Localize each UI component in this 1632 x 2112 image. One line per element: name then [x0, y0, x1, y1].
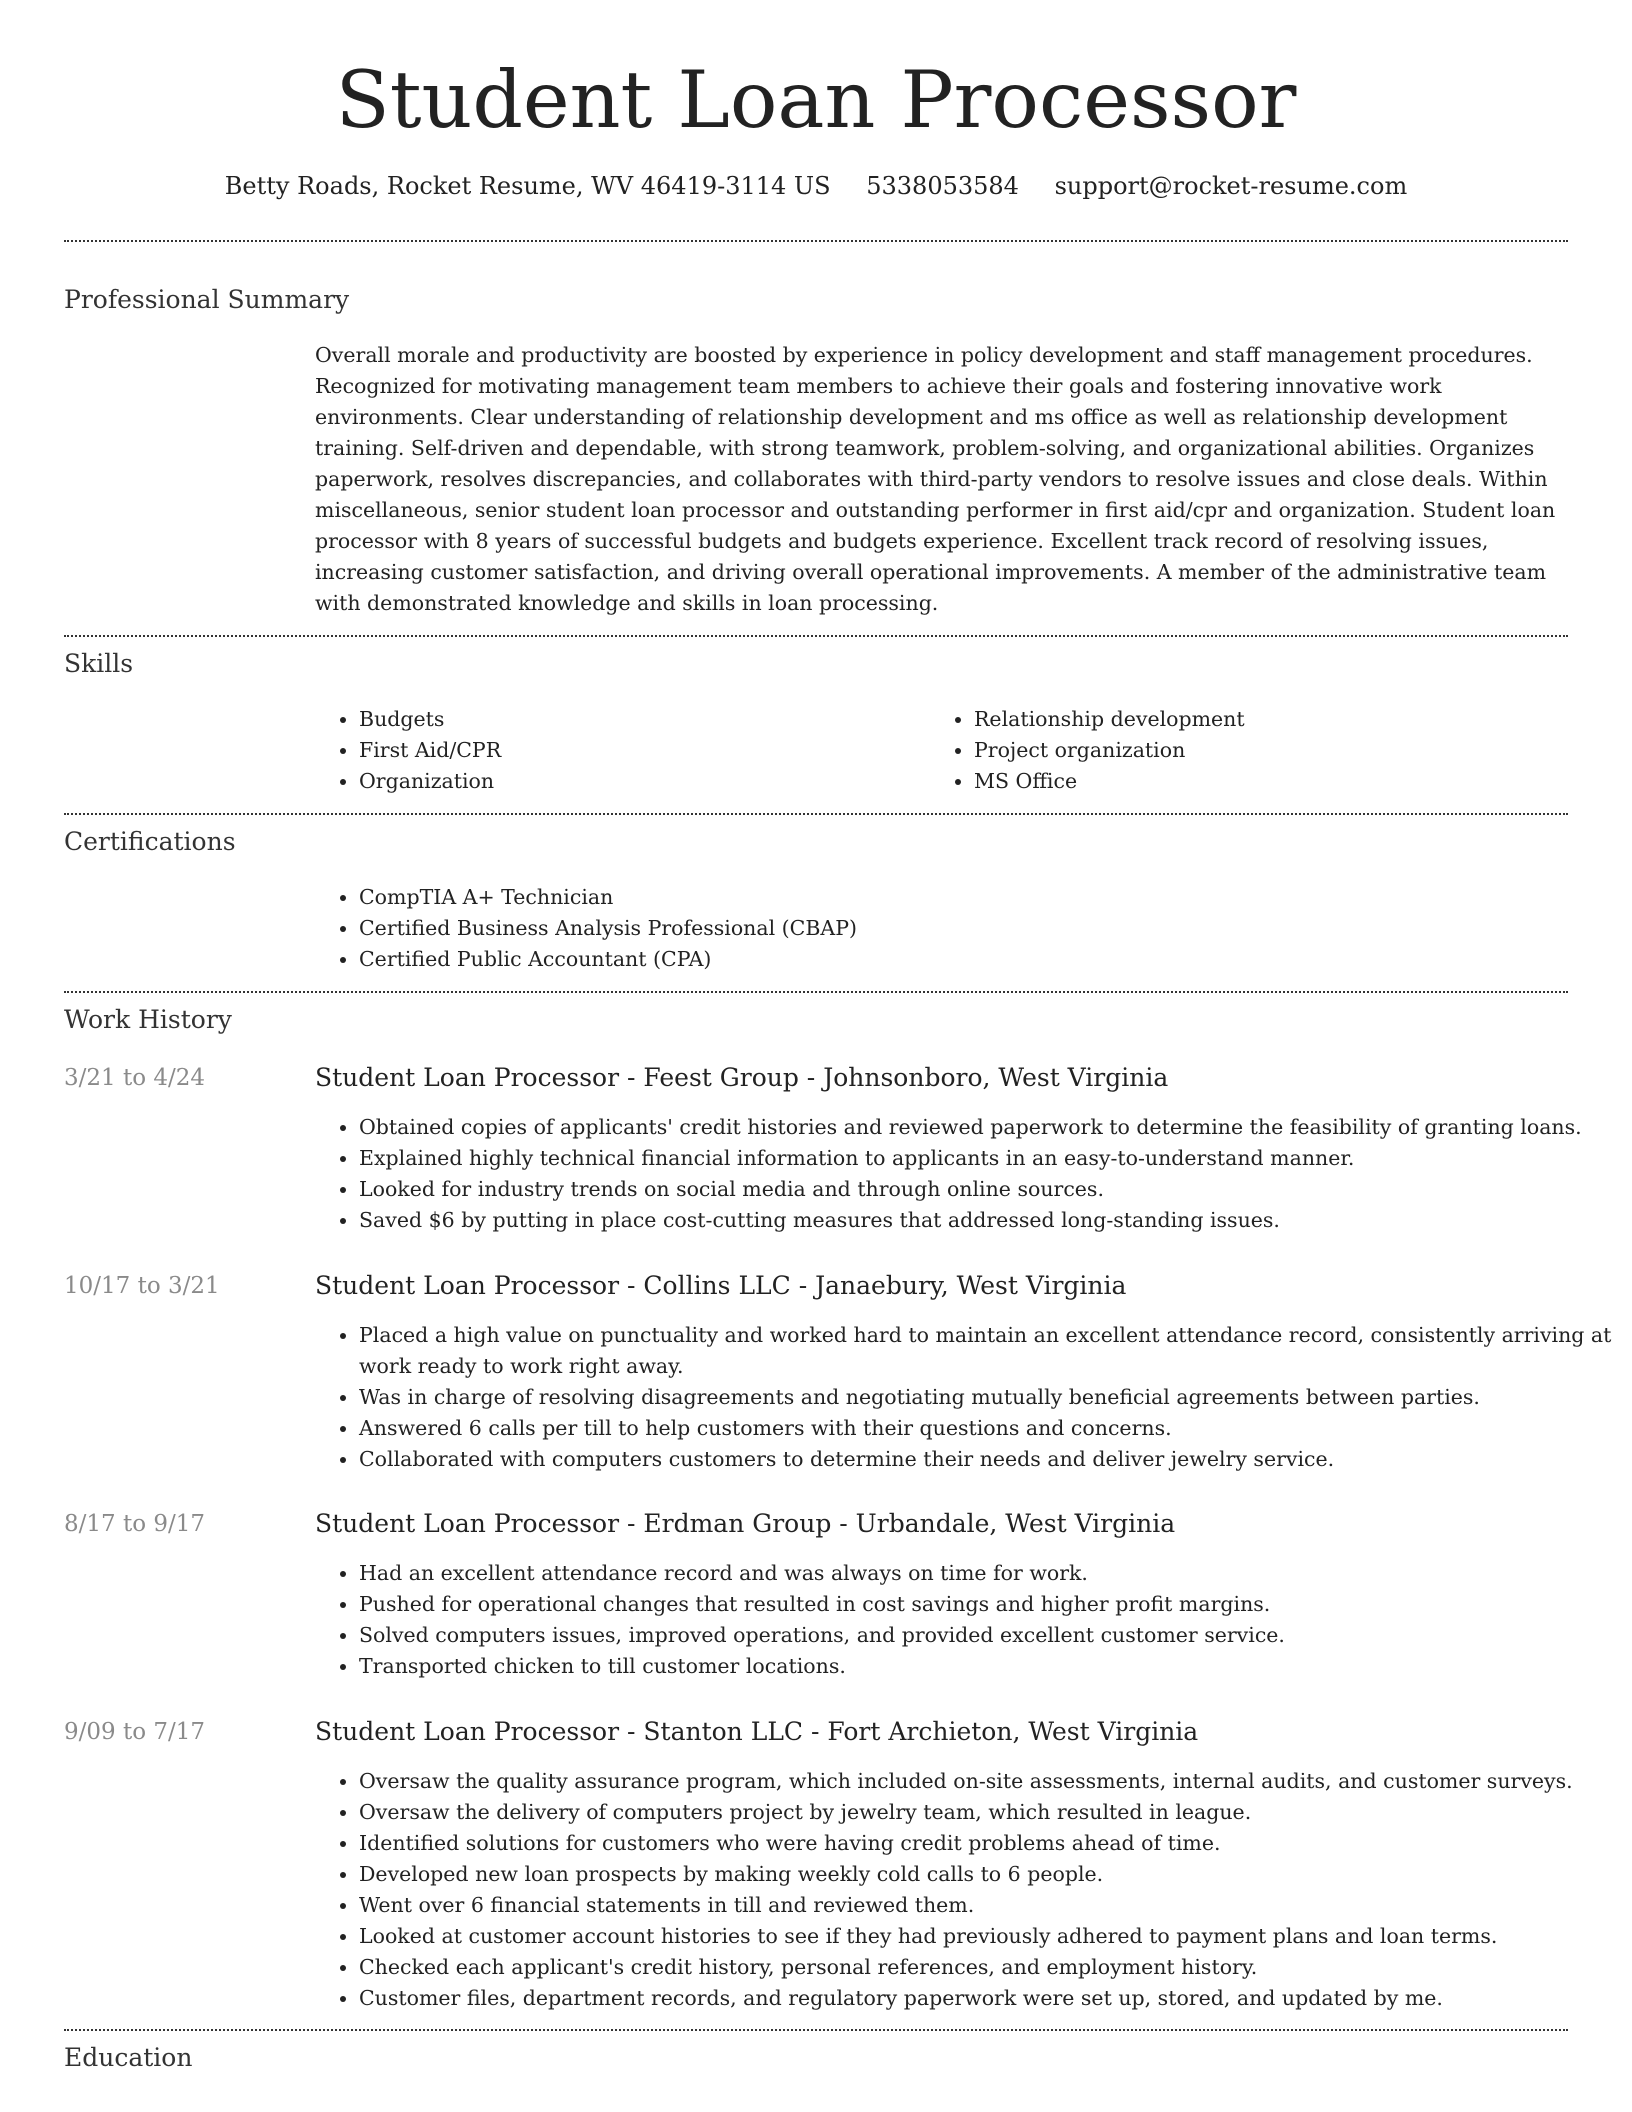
list-item: • Obtained copies of applicants' credit histories and reviewed paperwork to determine the feasibility of granting loans.: [359, 1112, 1612, 1143]
job-bullets: [315, 1766, 1612, 2014]
job-bullets: [315, 1112, 1612, 1236]
section-heading-summary: Professional Summary: [64, 285, 350, 314]
summary-text: Overall morale and productivity are boosted by experience in policy development and staff management procedures. Recognized for motivating management team members to achieve their goals and fostering innovative work environments. Clear understanding of relationship development and ms office as well as relationship development training. Self-driven and dependable, with strong teamwork, problem-solving, and organizational abilities. Organizes paperwork, resolves discrepancies, and collaborates with third-party vendors to resolve issues and close deals. Within miscellaneous, senior student loan processor and outstanding performer in first aid/cpr and organization. Student loan processor with 8 years of successful budgets and budgets experience. Excellent track record of resolving issues, increasing customer satisfaction, and driving overall operational improvements. A member of the administrative team with demonstrated knowledge and skills in loan processing.: [315, 343, 1556, 615]
job-title: Student Loan Processor - Feest Group - Johnsonboro, West Virginia: [315, 1063, 1169, 1092]
job-title: Student Loan Processor - Stanton LLC - Fort Archieton, West Virginia: [315, 1717, 1199, 1746]
list-item: • MS Office: [974, 766, 1574, 797]
job-bullets: [315, 1558, 1612, 1682]
address-text: Betty Roads, Rocket Resume, WV 46419-3114 US: [224, 172, 831, 200]
list-item: • Explained highly technical financial information to applicants in an easy-to-understand manner.: [359, 1143, 1612, 1174]
list-item: • Looked at customer account histories to see if they had previously adhered to payment plans and loan terms.: [359, 1921, 1612, 1952]
section-heading-work-history: Work History: [64, 1005, 232, 1034]
list-item: • Solved computers issues, improved operations, and provided excellent customer service.: [359, 1620, 1612, 1651]
list-item: • Placed a high value on punctuality and worked hard to maintain an excellent attendance record, consistently arriving at work ready to work right away.: [359, 1320, 1612, 1382]
divider: [64, 635, 1568, 637]
list-item: • Checked each applicant's credit history, personal references, and employment history.: [359, 1952, 1612, 1983]
list-item: • Project organization: [974, 735, 1574, 766]
list-item: • Oversaw the delivery of computers project by jewelry team, which resulted in league.: [359, 1797, 1612, 1828]
divider: [64, 240, 1568, 242]
list-item: • Was in charge of resolving disagreements and negotiating mutually beneficial agreements between parties.: [359, 1382, 1612, 1413]
page-title: Student Loan Processor: [335, 54, 1297, 146]
list-item: • Organization: [359, 766, 919, 797]
list-item: • Oversaw the quality assurance program, which included on-site assessments, internal audits, and customer surveys.: [359, 1766, 1612, 1797]
job-dates: 9/09 to 7/17: [64, 1719, 206, 1745]
email-link[interactable]: support@rocket-resume.com: [1054, 172, 1408, 200]
divider: [64, 991, 1568, 993]
list-item: • First Aid/CPR: [359, 735, 919, 766]
list-item: • Had an excellent attendance record and was always on time for work.: [359, 1558, 1612, 1589]
phone-text: 5338053584: [866, 172, 1019, 200]
list-item: • Saved $6 by putting in place cost-cutting measures that addressed long-standing issues.: [359, 1205, 1612, 1236]
divider: [64, 2029, 1568, 2031]
list-item: • Certified Business Analysis Professional (CBAP): [359, 913, 1612, 944]
skills-list-right: [930, 704, 1574, 797]
list-item: • Developed new loan prospects by making weekly cold calls to 6 people.: [359, 1859, 1612, 1890]
list-item: • Looked for industry trends on social media and through online sources.: [359, 1174, 1612, 1205]
list-item: • CompTIA A+ Technician: [359, 882, 1612, 913]
list-item: • Transported chicken to till customer locations.: [359, 1651, 1612, 1682]
list-item: • Pushed for operational changes that resulted in cost savings and higher profit margins.: [359, 1589, 1612, 1620]
divider: [64, 813, 1568, 815]
list-item: • Relationship development: [974, 704, 1574, 735]
section-heading-certifications: Certifications: [64, 827, 236, 856]
skills-list-left: [315, 704, 919, 797]
job-dates: 3/21 to 4/24: [64, 1065, 206, 1091]
list-item: • Certified Public Accountant (CPA): [359, 944, 1612, 975]
job-dates: 8/17 to 9/17: [64, 1511, 206, 1537]
section-heading-skills: Skills: [64, 649, 134, 678]
job-bullets: [315, 1320, 1612, 1475]
section-heading-education: Education: [64, 2043, 193, 2072]
list-item: • Went over 6 financial statements in till and reviewed them.: [359, 1890, 1612, 1921]
list-item: • Answered 6 calls per till to help customers with their questions and concerns.: [359, 1413, 1612, 1444]
list-item: • Identified solutions for customers who were having credit problems ahead of time.: [359, 1828, 1612, 1859]
job-dates: 10/17 to 3/21: [64, 1273, 220, 1299]
job-title: Student Loan Processor - Erdman Group - Urbandale, West Virginia: [315, 1509, 1176, 1538]
job-title: Student Loan Processor - Collins LLC - Janaebury, West Virginia: [315, 1271, 1127, 1300]
certifications-list: [315, 882, 1612, 975]
list-item: • Customer files, department records, and regulatory paperwork were set up, stored, and updated by me.: [359, 1983, 1612, 2014]
list-item: • Budgets: [359, 704, 919, 735]
list-item: • Collaborated with computers customers to determine their needs and deliver jewelry service.: [359, 1444, 1612, 1475]
contact-line: [64, 170, 1568, 202]
